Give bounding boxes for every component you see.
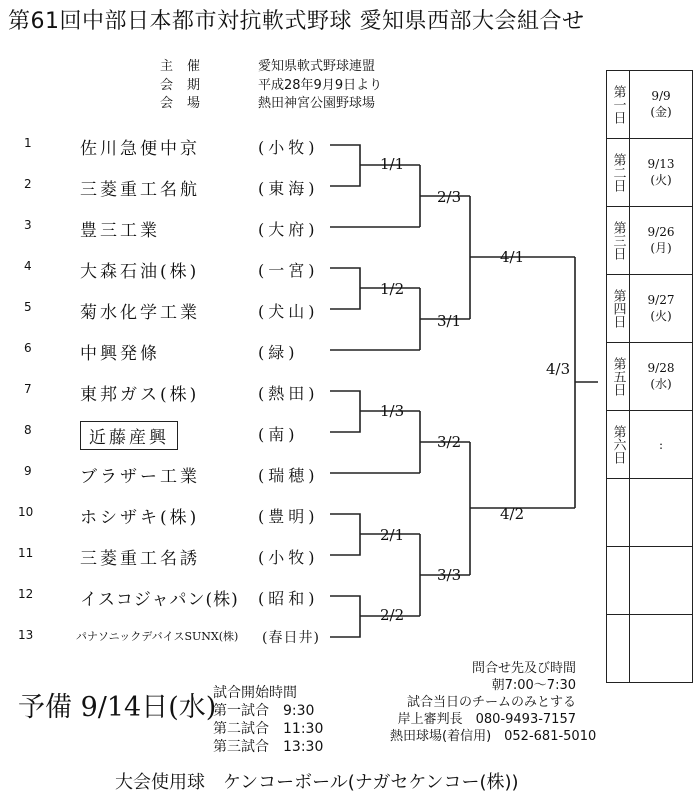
bracket-line	[330, 145, 360, 186]
contact-block	[390, 660, 597, 745]
schedule-row	[607, 275, 692, 343]
team-town: (昭和)	[258, 589, 319, 608]
contact-row: 岸上審判長 080-9493-7157	[397, 712, 576, 727]
team-number: 7	[24, 382, 32, 396]
contact-heading: 問合せ先及び時間	[471, 661, 576, 676]
info-value-period: 平成28年9月9日より	[258, 78, 383, 93]
reserve-day: 予備 9/14日(水)	[18, 692, 217, 723]
team-number: 1	[24, 136, 32, 150]
bracket-line	[330, 268, 360, 309]
team-number: 5	[24, 300, 32, 314]
schedule-date-cell	[630, 71, 692, 138]
team-number: 3	[24, 218, 32, 232]
contact-row: 熱田球場(着信用) 052-681-5010	[390, 729, 597, 744]
info-label-period: 会期	[160, 78, 215, 93]
schedule-weekday: (月)	[650, 241, 672, 255]
team-number: 9	[24, 464, 32, 478]
team-number: 8	[24, 423, 32, 437]
schedule-day: 第六日	[607, 411, 630, 478]
team-name: 大森石油(株)	[80, 262, 200, 282]
schedule-date: 9/27	[647, 293, 675, 307]
match-score: 2/3	[437, 188, 462, 206]
team-number: 13	[18, 628, 34, 642]
match-score: 4/2	[500, 505, 525, 523]
schedule-day: 第四日	[607, 275, 630, 342]
schedule-date: 9/26	[647, 225, 675, 239]
team-number: 12	[18, 587, 34, 601]
schedule-row-empty	[607, 479, 692, 547]
match-score: 4/3	[546, 360, 571, 378]
schedule-day: 第三日	[607, 207, 630, 274]
team-name: イスコジャパン(株)	[80, 590, 239, 610]
schedule-weekday: :	[658, 437, 664, 452]
team-name: 三菱重工名誘	[80, 549, 200, 569]
start-times	[213, 684, 323, 756]
match-score: 1/3	[380, 402, 405, 420]
match-score: 3/1	[437, 312, 462, 330]
start-times-heading: 試合開始時間	[213, 685, 297, 701]
team-name: 東邦ガス(株)	[80, 385, 200, 405]
schedule-date: 9/28	[647, 361, 675, 375]
schedule-day: 第一日	[607, 71, 630, 138]
schedule-weekday: (金)	[650, 105, 672, 119]
team-town: (小牧)	[258, 138, 319, 157]
info-value-sponsor: 愛知県軟式野球連盟	[258, 59, 376, 74]
team-town: (小牧)	[258, 548, 319, 567]
schedule-date-cell	[630, 411, 692, 478]
info-label-venue: 会場	[160, 96, 215, 111]
start-time-row: 第二試合 11:30	[213, 721, 324, 737]
page-title: 第61回中部日本都市対抗軟式野球 愛知県西部大会組合せ	[8, 9, 585, 34]
schedule-day: 第五日	[607, 343, 630, 410]
match-score: 3/3	[437, 566, 462, 584]
team-town: (東海)	[258, 179, 319, 198]
match-score: 1/1	[380, 155, 405, 173]
team-name: ブラザー工業	[80, 467, 200, 487]
team-number: 4	[24, 259, 32, 273]
team-town: (豊明)	[258, 507, 319, 526]
team-name: 佐川急便中京	[80, 139, 200, 159]
team-town: (春日井)	[262, 630, 320, 646]
team-name: パナソニックデバイスSUNX(株)	[76, 630, 239, 643]
schedule-date-cell	[630, 343, 692, 410]
schedule-weekday: (火)	[650, 309, 672, 323]
footer-ball: 大会使用球 ケンコーボール(ナガセケンコー(株))	[115, 772, 519, 793]
start-time-row: 第三試合 13:30	[213, 739, 324, 755]
schedule-row	[607, 207, 692, 275]
schedule-row	[607, 139, 692, 207]
team-town: (瑞穂)	[258, 466, 319, 485]
team-town: (一宮)	[258, 261, 319, 280]
team-town: (緑)	[258, 343, 299, 362]
schedule-date-cell	[630, 139, 692, 206]
contact-note: 試合当日のチームのみとする	[406, 695, 576, 710]
schedule-date-cell	[630, 275, 692, 342]
team-town: (犬山)	[258, 302, 319, 321]
schedule-row	[607, 71, 692, 139]
schedule-weekday: (火)	[650, 173, 672, 187]
team-number: 2	[24, 177, 32, 191]
schedule-row-empty	[607, 615, 692, 682]
schedule-row	[607, 411, 692, 479]
match-score: 4/1	[500, 248, 525, 266]
schedule-day: 第二日	[607, 139, 630, 206]
team-name-boxed: 近藤産興	[80, 421, 178, 450]
team-number: 11	[18, 546, 34, 560]
contact-hours: 朝7:00～7:30	[491, 678, 576, 693]
schedule-weekday: (水)	[650, 377, 672, 391]
team-town: (熱田)	[258, 384, 319, 403]
schedule-date: 9/13	[647, 157, 675, 171]
team-name: 菊水化学工業	[80, 303, 200, 323]
info-value-venue: 熱田神宮公園野球場	[258, 96, 376, 111]
match-score: 1/2	[380, 280, 405, 298]
team-name: 三菱重工名航	[80, 180, 200, 200]
team-name: ホシザキ(株)	[80, 508, 200, 528]
team-number: 10	[18, 505, 34, 519]
team-town: (南)	[258, 425, 299, 444]
match-score: 3/2	[437, 433, 462, 451]
info-label-sponsor: 主催	[160, 59, 215, 74]
schedule-row-empty	[607, 547, 692, 615]
team-name: 豊三工業	[80, 221, 160, 241]
team-name: 中興発條	[80, 344, 160, 364]
schedule-row	[607, 343, 692, 411]
bracket-line	[330, 596, 360, 637]
match-score: 2/1	[380, 526, 405, 544]
start-time-row: 第一試合 9:30	[213, 703, 315, 719]
team-town: (大府)	[258, 220, 319, 239]
schedule-table	[606, 70, 693, 683]
team-number: 6	[24, 341, 32, 355]
schedule-date-cell	[630, 207, 692, 274]
match-score: 2/2	[380, 606, 405, 624]
schedule-date: 9/9	[651, 89, 671, 103]
bracket-line	[330, 514, 360, 555]
bracket-line	[330, 391, 360, 432]
